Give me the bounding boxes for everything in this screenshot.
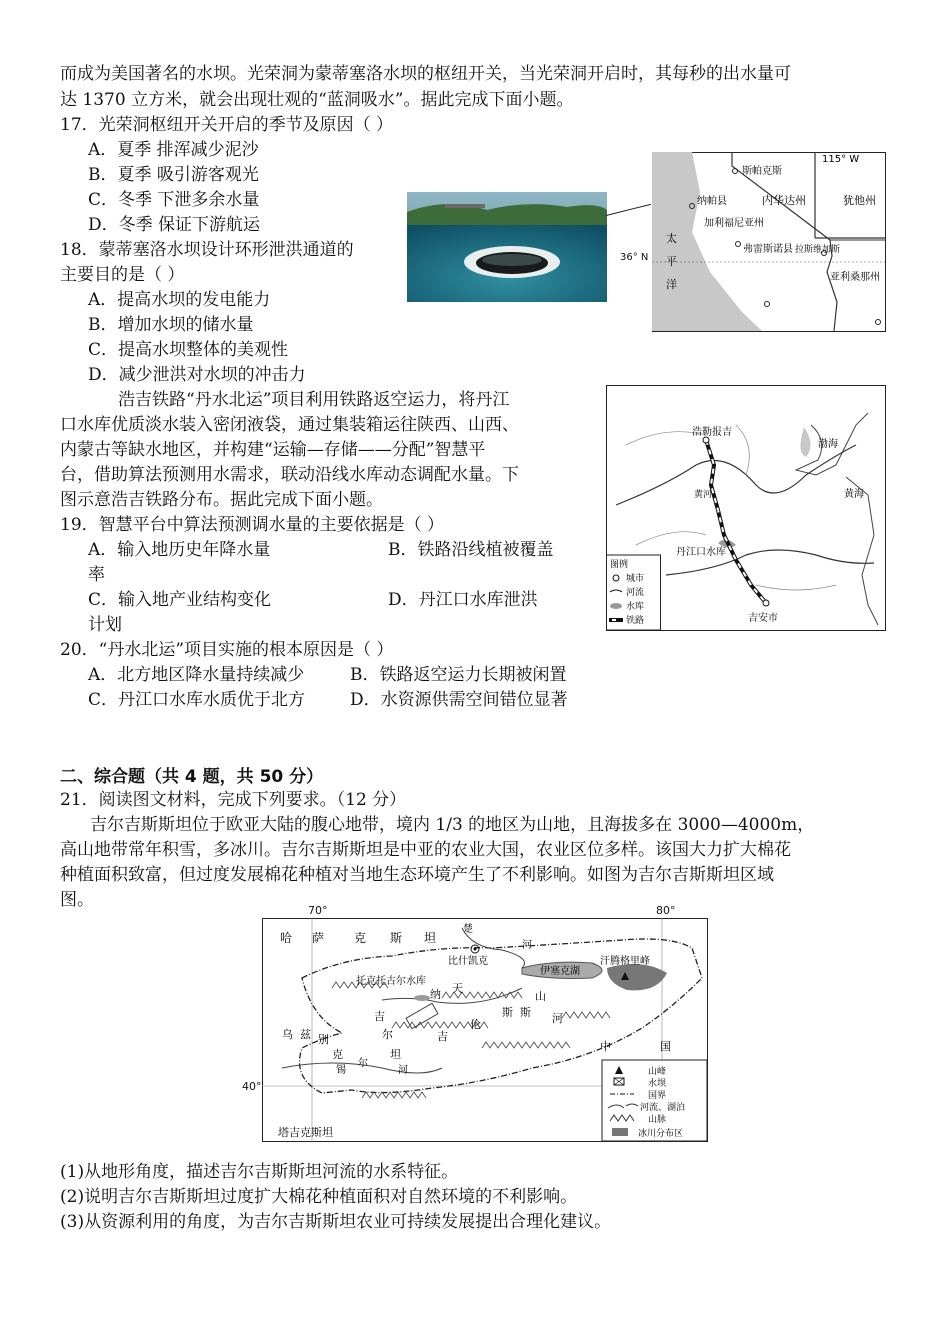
latitude-label: 36° N xyxy=(620,252,649,263)
option-b: B．铁路返空运力长期被闲置 xyxy=(350,665,567,685)
uzbekistan-label: 乌 xyxy=(282,1028,293,1041)
naryn-label: 纳 xyxy=(430,988,441,1001)
sub-question-2: (2)说明吉尔吉斯斯坦过度扩大棉花种植面积对自然环境的不利影响。 xyxy=(60,1187,578,1207)
question-17-stem: 17．光荣洞枢纽开关开启的季节及原因（ ） xyxy=(60,115,394,135)
svg-text:图例: 图例 xyxy=(610,560,629,570)
svg-text:河流、湖泊: 河流、湖泊 xyxy=(640,1103,686,1113)
sea-huanghai: 黄海 xyxy=(844,489,864,500)
city-lasvegas: 拉斯维加斯 xyxy=(795,245,841,255)
river-chu-label: 楚 xyxy=(463,924,473,935)
svg-text:城市: 城市 xyxy=(626,574,645,584)
leader-line xyxy=(606,204,651,216)
river-syr-label: 尔 xyxy=(358,1058,368,1069)
kyrgyzstan-map xyxy=(262,918,708,1142)
option-b: B．增加水坝的储水量 xyxy=(88,315,254,335)
option-c: C．提高水坝整体的美观性 xyxy=(88,340,289,360)
country-label: 吉 xyxy=(374,1010,385,1023)
svg-text:水坝: 水坝 xyxy=(648,1079,667,1089)
svg-text:山峰: 山峰 xyxy=(648,1067,667,1077)
mountain-label: 山 xyxy=(535,990,546,1003)
option-b-cont: 率 xyxy=(88,565,105,585)
passage-line: 图示意浩吉铁路分布。据此完成下面小题。 xyxy=(60,490,383,510)
option-d: D．冬季 保证下游航运 xyxy=(88,215,261,235)
option-d: D．减少泄洪对水坝的冲击力 xyxy=(88,365,306,385)
country-label: 坦 xyxy=(390,1048,401,1061)
uzbekistan-label: 克 xyxy=(332,1048,343,1061)
option-b: B．铁路沿线植被覆盖 xyxy=(388,540,554,560)
kaz-label: 斯 xyxy=(390,931,403,945)
option-d: D．丹江口水库泄洪 xyxy=(388,590,538,610)
haoji-railway-map xyxy=(606,385,886,631)
country-label: 斯 xyxy=(502,1006,513,1019)
passage-line: 内蒙古等缺水地区，并构建“运输—存储——分配”智慧平 xyxy=(60,440,486,460)
passage-line: 口水库优质淡水装入密闭液袋，通过集装箱运往陕西、山西、 xyxy=(60,415,519,435)
option-a: A．夏季 排浑减少泥沙 xyxy=(88,140,259,160)
sub-question-3: (3)从资源利用的角度，为吉尔吉斯斯坦农业可持续发展提出合理化建议。 xyxy=(60,1212,612,1232)
country-label: 尔 xyxy=(382,1028,393,1041)
river-chu-label: 河 xyxy=(522,940,532,951)
uzbekistan-label: 别 xyxy=(318,1033,329,1046)
option-c: C．输入地产业结构变化 xyxy=(88,590,272,610)
passage-line: 浩吉铁路“丹水北运”项目利用铁路返空运力，将丹江 xyxy=(118,390,510,410)
option-a: A．输入地历史年降水量 xyxy=(88,540,271,560)
ocean-label: 洋 xyxy=(666,278,677,291)
map-legend xyxy=(607,555,661,630)
passage-line: 台，借助算法预测用水需求，联动沿线水库动态调配水量。下 xyxy=(60,465,519,485)
svg-text:水库: 水库 xyxy=(626,602,645,612)
country-label: 吉 xyxy=(437,1030,448,1043)
city-haoleibaoji: 浩勒报吉 xyxy=(692,427,732,438)
svg-text:铁路: 铁路 xyxy=(626,616,645,626)
state-utah: 犹他州 xyxy=(843,194,876,207)
kaz-label: 克 xyxy=(354,931,367,945)
sub-question-1: (1)从地形角度，描述吉尔吉斯斯坦河流的水系特征。 xyxy=(60,1162,459,1182)
city-fresno: 弗雷斯诺县 xyxy=(743,244,793,255)
map-legend xyxy=(602,1060,707,1141)
city-sparks: 斯帕克斯 xyxy=(742,166,782,177)
svg-text:山脉: 山脉 xyxy=(648,1115,667,1125)
question-19-stem: 19．智慧平台中算法预测调水量的主要依据是（ ） xyxy=(60,515,445,535)
passage-line: 吉尔吉斯斯坦位于欧亚大陆的腹心地带，境内 1/3 的地区为山地，且海拔多在 3000—4000m， xyxy=(90,815,815,835)
passage-line: 达 1370 立方米，就会出现壮观的“蓝洞吸水”。据此完成下面小题。 xyxy=(60,90,574,110)
longitude-label: 115° W xyxy=(822,154,860,165)
passage-line: 高山地带常年积雪，多冰川。吉尔吉斯斯坦是中亚的农业大国，农业区位多样。该国大力扩大棉花 xyxy=(60,840,791,860)
option-c: C．丹江口水库水质优于北方 xyxy=(88,690,306,710)
option-a: A．提高水坝的发电能力 xyxy=(88,290,271,310)
svg-text:冰川分布区: 冰川分布区 xyxy=(638,1129,684,1139)
option-d: D．水资源供需空间错位显著 xyxy=(350,690,568,710)
uzbekistan-label: 兹 xyxy=(300,1028,311,1041)
question-18-stem: 主要目的是（ ） xyxy=(60,265,185,285)
mountain-label: 天 xyxy=(452,982,463,995)
longitude-label: 70° xyxy=(308,904,328,917)
kaz-label: 哈 xyxy=(280,931,293,945)
question-20-stem: 20．“丹水北运”项目实施的根本原因是（ ） xyxy=(60,640,394,660)
option-a: A．北方地区降水量持续减少 xyxy=(88,665,305,685)
city-bishkek: 比什凯克 xyxy=(448,956,488,967)
sea-bohai: 渤海 xyxy=(818,439,838,450)
kaz-label: 萨 xyxy=(312,931,325,945)
ocean-label: 平 xyxy=(666,255,677,268)
svg-text:河流: 河流 xyxy=(626,588,645,598)
kaz-label: 坦 xyxy=(424,931,437,945)
mountain-label: 伦 xyxy=(470,1018,481,1031)
city-jian: 吉安市 xyxy=(748,613,778,624)
china-label: 中 xyxy=(600,1040,611,1053)
river-syr-label: 锡 xyxy=(336,1065,346,1076)
river-syr-label: 河 xyxy=(398,1065,408,1076)
state-nevada: 内华达州 xyxy=(762,194,806,207)
option-b: B．夏季 吸引游客观光 xyxy=(88,165,259,185)
question-21-stem: 21．阅读图文材料，完成下列要求。（12 分） xyxy=(60,790,407,810)
passage-line: 而成为美国著名的水坝。光荣洞为蒙蒂塞洛水坝的枢纽开关，当光荣洞开启时，其每秒的出水量可 xyxy=(60,64,791,84)
longitude-label: 80° xyxy=(656,904,676,917)
option-d-cont: 计划 xyxy=(88,615,122,635)
tajikistan-label: 塔吉克斯坦 xyxy=(278,1126,333,1139)
latitude-label: 40° xyxy=(242,1080,262,1093)
svg-text:国界: 国界 xyxy=(648,1091,667,1101)
question-18-stem: 18．蒙蒂塞洛水坝设计环形泄洪通道的 xyxy=(60,240,354,260)
state-arizona: 亚利桑那州 xyxy=(830,272,880,283)
city-napa: 纳帕县 xyxy=(697,196,727,207)
danjiangkou-reservoir: 丹江口水库 xyxy=(676,547,726,558)
toktogul-reservoir: 托克托古尔水库 xyxy=(356,976,426,987)
glory-hole-photo xyxy=(407,192,607,302)
ocean-label: 太 xyxy=(666,232,677,245)
peak-khan-tengri: 汗腾格里峰 xyxy=(600,956,650,967)
passage-line: 图。 xyxy=(60,890,94,910)
china-label: 国 xyxy=(660,1040,671,1053)
us-west-map xyxy=(652,152,886,332)
section-title: 二、综合题（共 4 题，共 50 分） xyxy=(60,767,324,787)
river-huanghe: 黄河 xyxy=(694,490,713,500)
country-label: 斯 xyxy=(520,1006,531,1019)
passage-line: 种植面积致富，但过度发展棉花种植对当地生态环境产生了不利影响。如图为吉尔吉斯斯坦区域 xyxy=(60,865,774,885)
river-label: 河 xyxy=(552,1012,563,1025)
option-c: C．冬季 下泄多余水量 xyxy=(88,190,260,210)
state-california: 加利福尼亚州 xyxy=(704,218,764,229)
lake-issyk-kul: 伊塞克湖 xyxy=(540,966,580,977)
